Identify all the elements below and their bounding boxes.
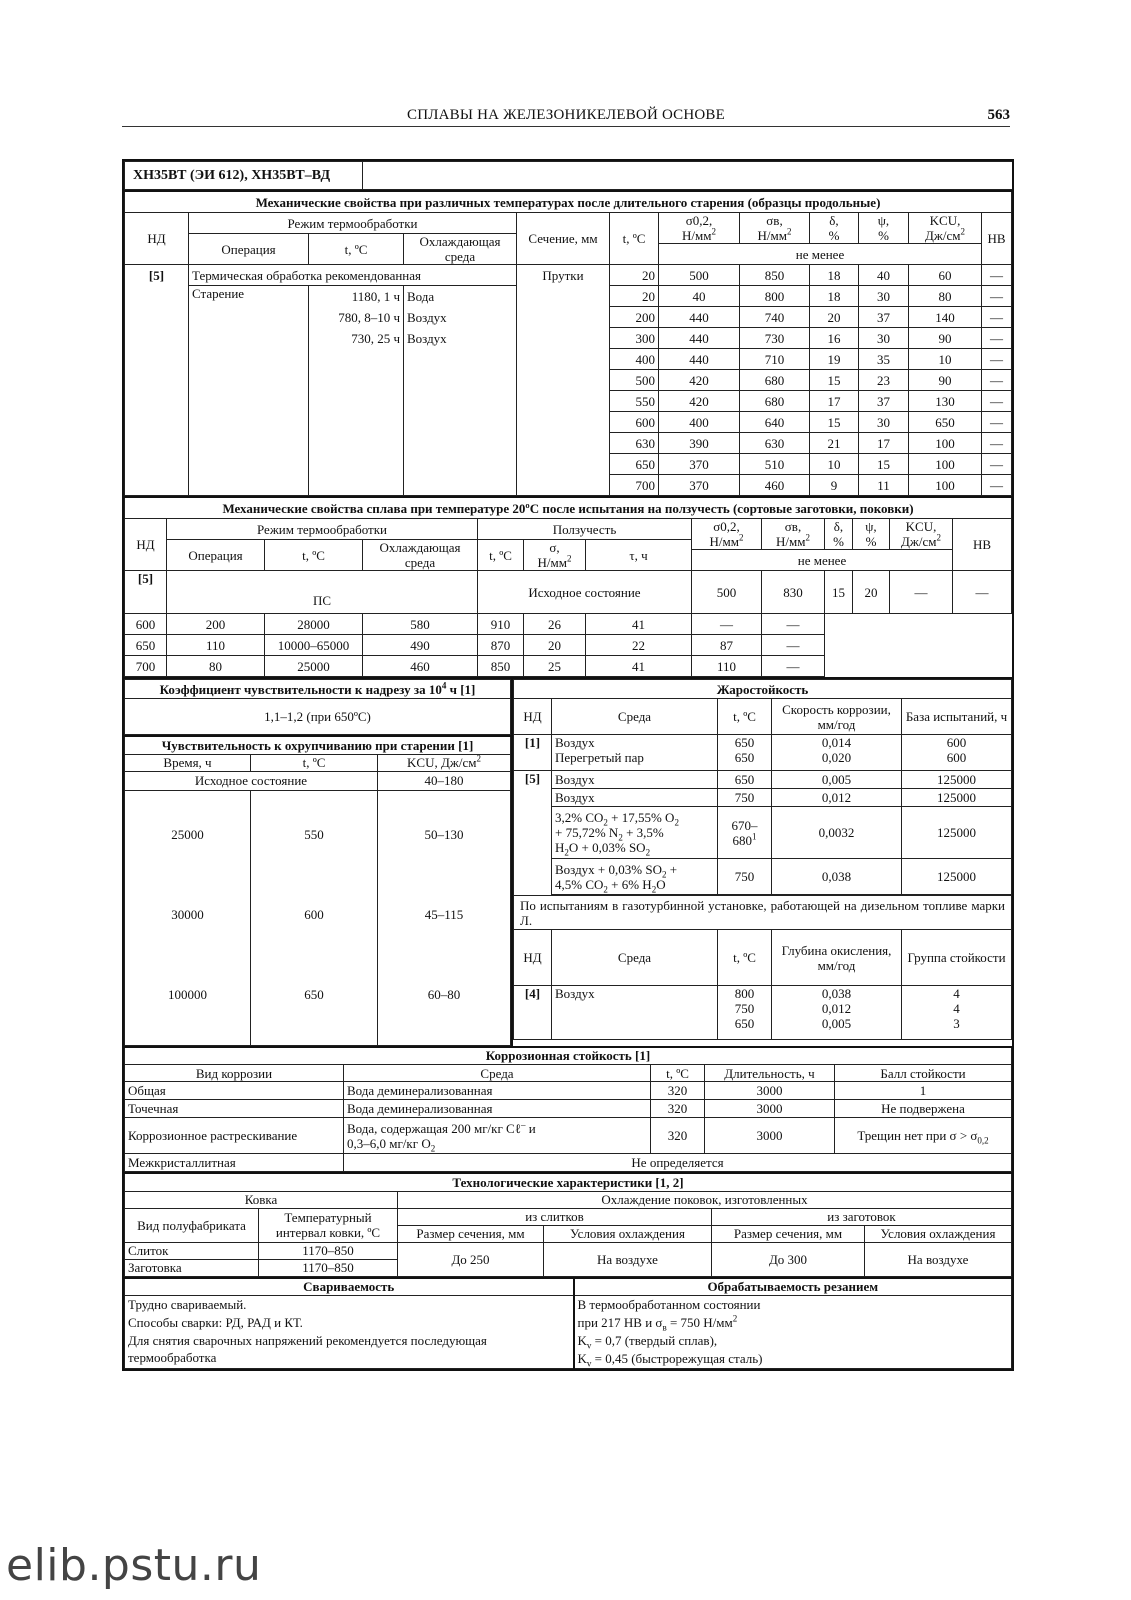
cell: 17 [859, 433, 909, 454]
ref: [5] [125, 571, 167, 614]
notch-title: Коэффициент чувствительности к надрезу за $10^4$ ч [1] [125, 680, 511, 699]
tech-table [124, 1172, 1012, 1277]
cell: 830 [762, 571, 825, 614]
cell: 15 [825, 571, 853, 614]
cell: — [982, 265, 1012, 286]
col-medium: Охлаждающая среда [404, 234, 517, 265]
cell: 440 [659, 349, 740, 370]
aging-op: Старение [189, 286, 309, 496]
col-psi: ψ, % [859, 213, 909, 244]
col-regime: Режим термообработки [189, 213, 517, 234]
cell: 21 [810, 433, 859, 454]
cell: 20 [610, 265, 659, 286]
col-nd: НД [514, 930, 552, 986]
col-temp: t, ºС [610, 213, 659, 265]
col-size: Размер сечения, мм [398, 1225, 544, 1242]
cell: 460 [363, 656, 478, 677]
col-psi: ψ, % [853, 519, 890, 550]
t-cell: 800 750 650 [718, 986, 772, 1040]
cell: 850 [740, 265, 810, 286]
cell: 10000–65000 [265, 635, 363, 656]
col-sb: σв, $Н/мм^2$ [762, 519, 825, 550]
col-sb: σв, $Н/мм^2$ [740, 213, 810, 244]
cell: 650 [304, 986, 324, 1002]
cell: 200 [610, 307, 659, 328]
cell: 30 [859, 412, 909, 433]
cell: 15 [859, 454, 909, 475]
col-operation: Операция [167, 540, 265, 571]
cell: 40 [859, 265, 909, 286]
cell: 550 [610, 391, 659, 412]
cell: — [762, 656, 825, 677]
col-s02: σ0,2, $Н/мм^2$ [692, 519, 762, 550]
weld-line: Трудно свариваемый. [128, 1297, 247, 1312]
ps-label: ПС [167, 571, 478, 614]
cell: 60 [909, 265, 982, 286]
cell: 400 [610, 349, 659, 370]
kcu-col [378, 790, 511, 1045]
ref: [4] [514, 986, 552, 1040]
cell: — [982, 349, 1012, 370]
t-cell: 650 650 [718, 735, 772, 771]
cell: 23 [859, 370, 909, 391]
cell: 17 [810, 391, 859, 412]
cell: 40–180 [378, 771, 511, 790]
crack-score: Трещин нет при $\sigma > \sigma_{0,2}$ [835, 1118, 1012, 1154]
cell: 30000 [171, 906, 204, 922]
ref: [5] [514, 771, 552, 896]
col-s02: σ0,2, $Н/мм^2$ [659, 213, 740, 244]
cell: 300 [610, 328, 659, 349]
col-rate: Скорость коррозии, мм/год [772, 699, 902, 735]
weld-line: Способы сварки: РД, РАД и КТ. [128, 1315, 303, 1330]
col-billets: из заготовок [712, 1208, 1012, 1225]
cell: 730 [740, 328, 810, 349]
cell: 510 [740, 454, 810, 475]
cell: 40 [659, 286, 740, 307]
split-section [124, 677, 1012, 1046]
col-cond: Условия охлаждения [865, 1225, 1012, 1242]
cell: 870 [478, 635, 524, 656]
col-tau: τ, ч [586, 540, 692, 571]
cell: — [982, 412, 1012, 433]
cell: 550 [304, 826, 324, 842]
rate-cell: 0,014 0,020 [772, 735, 902, 771]
col-type: Вид коррозии [125, 1065, 344, 1082]
cell: Не определяется [344, 1154, 1012, 1172]
cell: 440 [659, 307, 740, 328]
table-row [125, 286, 1012, 307]
cell: 500 [659, 265, 740, 286]
cell: 3000 [705, 1082, 835, 1100]
cell: До 250 [398, 1242, 544, 1276]
cell: 22 [586, 635, 692, 656]
running-title: СПЛАВЫ НА ЖЕЛЕЗОНИКЕЛЕВОЙ ОСНОВЕ [406, 107, 725, 123]
right-column [511, 679, 1012, 1046]
col-interval: Температурный интервал ковки, ºС [259, 1208, 398, 1242]
col-forging: Ковка [125, 1191, 398, 1208]
cell: На воздухе [865, 1242, 1012, 1276]
cell: 370 [659, 454, 740, 475]
cell: 700 [610, 475, 659, 496]
col-duration: Длительность, ч [705, 1065, 835, 1082]
crack-medium: Вода, содержащая 200 мг/кг Сℓ– и 0,3–6,0 мг/кг $O_2$ [344, 1118, 651, 1154]
cell: 1170–850 [259, 1242, 398, 1259]
cell: 3000 [705, 1118, 835, 1154]
cell: 15 [810, 370, 859, 391]
col-creep-t: t, ºС [478, 540, 524, 571]
notch-value: 1,1–1,2 (при 650ºС) [125, 699, 511, 735]
col-nd: НД [125, 213, 189, 265]
cell: 680 [740, 370, 810, 391]
mech-props-creep-table [124, 496, 1012, 677]
ref-empty [125, 286, 189, 496]
cell: 140 [909, 307, 982, 328]
aging-step-t: 780, 8–10 ч [338, 310, 400, 325]
cell: Не подвержена [835, 1100, 1012, 1118]
gas-mixture-2: Воздух + 0,03% $SO_2$ + 4,5% $CO_2 + 6\%$ $H_2O$ [552, 859, 718, 895]
alloy-datasheet [122, 159, 1014, 1371]
cell: 37 [859, 307, 909, 328]
cell: 11 [859, 475, 909, 496]
section-empty [517, 286, 610, 496]
cell: На воздухе [544, 1242, 712, 1276]
cell: 100 [909, 433, 982, 454]
cell: 35 [859, 349, 909, 370]
cell: 60–80 [427, 986, 461, 1002]
cell: 26 [524, 614, 586, 635]
base-cell: 600 600 [902, 735, 1012, 771]
cell: 640 [740, 412, 810, 433]
cell: — [692, 614, 762, 635]
cell: 370 [659, 475, 740, 496]
table-row [125, 635, 1012, 656]
cell: 710 [740, 349, 810, 370]
cell: 200 [167, 614, 265, 635]
alloy-name: ХН35ВТ (ЭИ 612), ХН35ВТ–ВД [125, 162, 363, 190]
cell: 28000 [265, 614, 363, 635]
col-hb: НВ [953, 519, 1012, 571]
cell: 0,005 [772, 771, 902, 789]
section-title-creep: Механические свойства сплава при температуре 20ºС после испытания на ползучесть (сортовые заготовки, поковки) [125, 497, 1012, 519]
cell: 650 [125, 635, 167, 656]
cell: 20 [810, 307, 859, 328]
cell: 850 [478, 656, 524, 677]
col-section: Сечение, мм [517, 213, 610, 265]
cell: 460 [740, 475, 810, 496]
cell: 15 [810, 412, 859, 433]
left-column [124, 679, 511, 1046]
cell: 740 [740, 307, 810, 328]
col-medium: Охлаждающая среда [363, 540, 478, 571]
col-operation: Операция [189, 234, 309, 265]
cut-line: $K_v = 0,7$ (твердый сплав), [577, 1333, 718, 1351]
cell: 20 [524, 635, 586, 656]
cell: 680 [740, 391, 810, 412]
ref: [1] [514, 735, 552, 771]
cell: 110 [167, 635, 265, 656]
col-base: База испытаний, ч [902, 699, 1012, 735]
cell: До 300 [712, 1242, 865, 1276]
cell: 45–115 [424, 906, 464, 922]
col-score: Балл стойкости [835, 1065, 1012, 1082]
col-t: t, ºС [251, 754, 378, 771]
cell: — [982, 433, 1012, 454]
col-kcu: KCU, $Дж/см^2$ [890, 519, 953, 550]
table-row [125, 1100, 1012, 1118]
col-semi: Вид полуфабриката [125, 1208, 259, 1242]
alloy-title-table [124, 161, 1012, 190]
cell: Вода деминерализованная [344, 1100, 651, 1118]
col-medium: Среда [552, 699, 718, 735]
cell: 100000 [168, 986, 207, 1002]
group-cell: 4 4 3 [902, 986, 1012, 1040]
col-time: Время, ч [125, 754, 251, 771]
cell: 50–130 [424, 826, 464, 842]
cell: Воздух [552, 986, 718, 1040]
col-nd: НД [514, 699, 552, 735]
time-col [125, 790, 251, 1045]
cell: 10 [810, 454, 859, 475]
col-medium: Среда [344, 1065, 651, 1082]
col-nd: НД [125, 519, 167, 571]
gas-mixture-1: 3,2% $CO_2 + 17,55\%$ $O_2$ + 75,72% $N_2 + 3,5\%$ $H_2O + 0,03\%$ $SO_2$ [552, 807, 718, 859]
col-depth: Глубина окисления, мм/год [772, 930, 902, 986]
col-t: t, ºС [265, 540, 363, 571]
weld-text [125, 1296, 574, 1369]
col-t: t, ºС [309, 234, 404, 265]
cell: 125000 [902, 807, 1012, 859]
cell: 3000 [705, 1100, 835, 1118]
cell: 600 [610, 412, 659, 433]
cell: Воздух [552, 789, 718, 807]
col-t: t, ºС [718, 699, 772, 735]
cell: 41 [586, 656, 692, 677]
col-ingots: из слитков [398, 1208, 712, 1225]
cell: 700 [125, 656, 167, 677]
cell: 910 [478, 614, 524, 635]
cell: 400 [659, 412, 740, 433]
cell: 630 [610, 433, 659, 454]
table-row [125, 614, 1012, 635]
cut-title: Обрабатываемость резанием [574, 1278, 1012, 1296]
cell: 125000 [902, 771, 1012, 789]
min-label: не менее [692, 550, 953, 571]
cell: 320 [651, 1100, 705, 1118]
aging-step-m: Воздух [407, 310, 447, 325]
cell: 490 [363, 635, 478, 656]
cell: 100 [909, 454, 982, 475]
cell: — [953, 571, 1012, 614]
heat-resistance-table [513, 679, 1012, 1040]
weld-cut-table [124, 1277, 1012, 1370]
cell: 18 [810, 265, 859, 286]
corrosion-table [124, 1046, 1012, 1173]
tech-title: Технологические характеристики [1, 2] [125, 1173, 1012, 1191]
embrittle-title: Чувствительность к охрупчиванию при старении [1] [125, 736, 511, 754]
col-t: t, ºС [718, 930, 772, 986]
cell: 420 [659, 391, 740, 412]
cell: 600 [125, 614, 167, 635]
cell: 650 [610, 454, 659, 475]
section-value: Прутки [517, 265, 610, 286]
cell: 110 [692, 656, 762, 677]
col-delta: δ, % [825, 519, 853, 550]
cell: 750 [718, 789, 772, 807]
cell: 630 [740, 433, 810, 454]
cell: Воздух [552, 771, 718, 789]
cell: 20 [853, 571, 890, 614]
cell: 25000 [265, 656, 363, 677]
cell: — [982, 286, 1012, 307]
cell: 390 [659, 433, 740, 454]
cell: 25000 [171, 826, 204, 842]
cell: Общая [125, 1082, 344, 1100]
cell: 80 [167, 656, 265, 677]
table-row [125, 1082, 1012, 1100]
cell: 650 [909, 412, 982, 433]
cell: Точечная [125, 1100, 344, 1118]
cell: 1 [835, 1082, 1012, 1100]
col-hb: НВ [982, 213, 1012, 265]
col-medium: Среда [552, 930, 718, 986]
cell: 30 [859, 328, 909, 349]
aging-step-m: Вода [407, 289, 435, 304]
cell: Слиток [125, 1242, 259, 1259]
col-sigma: σ, $Н/мм^2$ [524, 540, 586, 571]
col-cond: Условия охлаждения [544, 1225, 712, 1242]
mech-props-aging-table [124, 190, 1012, 496]
cut-line: В термообработанном состоянии [577, 1297, 761, 1312]
col-cooling: Охлаждение поковок, изготовленных [398, 1191, 1012, 1208]
cell: 25 [524, 656, 586, 677]
cell: 37 [859, 391, 909, 412]
cell: 87 [692, 635, 762, 656]
cell: 500 [610, 370, 659, 391]
cell: 125000 [902, 859, 1012, 895]
treatment-recommended: Термическая обработка рекомендованная [189, 265, 517, 286]
cell: 440 [659, 328, 740, 349]
cell: 320 [651, 1082, 705, 1100]
heat-note: По испытаниям в газотурбинной установке, работающей на дизельном топливе марки Л. [514, 896, 1012, 930]
watermark: elib.pstu.ru [6, 1540, 262, 1591]
page-header [122, 106, 1010, 127]
aging-step-t: 730, 25 ч [351, 331, 400, 346]
cell: 18 [810, 286, 859, 307]
cell: 19 [810, 349, 859, 370]
cell: 30 [859, 286, 909, 307]
cell: — [890, 571, 953, 614]
cell: — [982, 454, 1012, 475]
depth-cell: 0,038 0,012 0,005 [772, 986, 902, 1040]
gas1-t: 670– $680^1$ [718, 807, 772, 859]
cut-line: $K_v = 0,45$ (быстрорежущая сталь) [577, 1351, 763, 1369]
cell: 800 [740, 286, 810, 307]
cell: 90 [909, 328, 982, 349]
medium-cell: Воздух Перегретый пар [552, 735, 718, 771]
cell: — [762, 635, 825, 656]
cell: Межкристаллитная [125, 1154, 344, 1172]
col-kcu: KCU, $Дж/см^2$ [378, 754, 511, 771]
aging-step-m: Воздух [407, 331, 447, 346]
cell: 420 [659, 370, 740, 391]
cell: 0,0032 [772, 807, 902, 859]
col-regime: Режим термообработки [167, 519, 478, 540]
cell: 750 [718, 859, 772, 895]
col-kcu: KCU, $Дж/см^2$ [909, 213, 982, 244]
aging-step-t: 1180, 1 ч [351, 289, 400, 304]
cell: — [982, 370, 1012, 391]
weld-line: Для снятия сварочных напряжений рекомендуется последующая термообработка [128, 1333, 487, 1365]
min-label: не менее [659, 244, 982, 265]
cell: Коррозионное растрескивание [125, 1118, 344, 1154]
cell: 10 [909, 349, 982, 370]
cell: 90 [909, 370, 982, 391]
cell: 100 [909, 475, 982, 496]
cell: 20 [610, 286, 659, 307]
corrosion-title: Коррозионная стойкость [1] [125, 1047, 1012, 1065]
cell: 80 [909, 286, 982, 307]
cell: Заготовка [125, 1259, 259, 1276]
cell: — [762, 614, 825, 635]
page-number: 563 [987, 107, 1010, 123]
col-creep: Ползучесть [478, 519, 692, 540]
t-col [251, 790, 378, 1045]
section-title-aging: Механические свойства при различных температурах после длительного старения (образцы продольные) [125, 191, 1012, 213]
cell: 16 [810, 328, 859, 349]
cell: 0,012 [772, 789, 902, 807]
cell: — [982, 475, 1012, 496]
cell: — [982, 307, 1012, 328]
cell: 320 [651, 1118, 705, 1154]
cell: 41 [586, 614, 692, 635]
col-group: Группа стойкости [902, 930, 1012, 986]
cell: — [982, 328, 1012, 349]
heat-title: Жаростойкость [514, 680, 1012, 699]
cell: 125000 [902, 789, 1012, 807]
initial-state: Исходное состояние [478, 571, 692, 614]
initial-state: Исходное состояние [125, 771, 378, 790]
weld-title: Свариваемость [125, 1278, 574, 1296]
col-size: Размер сечения, мм [712, 1225, 865, 1242]
cell: 130 [909, 391, 982, 412]
cell: 500 [692, 571, 762, 614]
embrittlement-table [124, 735, 511, 1046]
ref: [5] [125, 265, 189, 286]
cell: 9 [810, 475, 859, 496]
notch-table [124, 679, 511, 735]
table-row [125, 656, 1012, 677]
cell: 1170–850 [259, 1259, 398, 1276]
cell: — [982, 391, 1012, 412]
aging-m [404, 286, 517, 496]
cell: 600 [304, 906, 324, 922]
cell: 580 [363, 614, 478, 635]
col-delta: δ, % [810, 213, 859, 244]
cell: 650 [718, 771, 772, 789]
cut-line: при 217 НВ и $\sigma_в = 750$ $Н/мм^2$ [577, 1313, 738, 1333]
aging-t [309, 286, 404, 496]
cell: 0,038 [772, 859, 902, 895]
col-t: t, ºС [651, 1065, 705, 1082]
cut-text [574, 1296, 1012, 1369]
cell: Вода деминерализованная [344, 1082, 651, 1100]
